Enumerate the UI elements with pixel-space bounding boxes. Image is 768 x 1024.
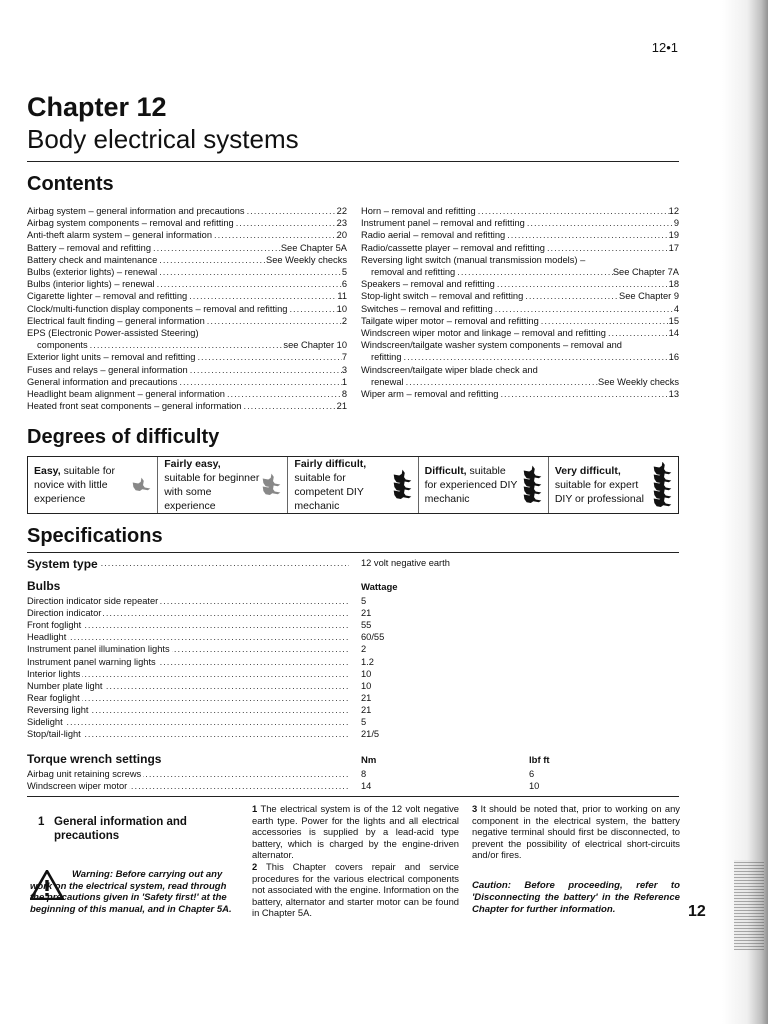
leader-dots xyxy=(205,315,342,327)
bulb-label: Number plate light xyxy=(27,680,103,691)
leader-dots xyxy=(287,303,336,315)
leader-dots xyxy=(455,266,613,278)
paragraph-1: The electrical system is of the 12 volt negative earth type. Power for the lights and all electrical accessories is supplied by a lead-acid type battery, which is charged by the engine-driven alternator. xyxy=(252,803,459,861)
contents-entry-page: 15 xyxy=(668,315,679,326)
contents-entry-label: Radio/cassette player – removal and refitting xyxy=(361,242,545,253)
bulb-row xyxy=(27,669,679,681)
contents-entry-label: Speakers – removal and refitting xyxy=(361,279,495,290)
difficulty-legend xyxy=(27,456,679,514)
difficulty-level-text: suitable for expert DIY or professional xyxy=(554,479,644,505)
contents-entry-label: Instrument panel – removal and refitting xyxy=(361,218,525,229)
spanner-icon xyxy=(131,476,150,496)
contents-entry-page: 1 xyxy=(341,376,347,387)
contents-heading: Contents xyxy=(27,173,114,195)
leader-dots xyxy=(476,205,669,217)
nm-column-header: Nm xyxy=(361,755,377,766)
difficulty-level xyxy=(28,457,158,513)
leader-dots xyxy=(155,278,342,290)
bulb-row xyxy=(27,657,679,669)
contents-entry-label: Windscreen/tailgate wiper blade check and xyxy=(361,364,538,375)
leader-dots xyxy=(606,327,669,339)
contents-entry-label: Windscreen/tailgate washer system components – removal and xyxy=(361,340,622,351)
bulb-label: Instrument panel warning lights xyxy=(27,656,156,667)
spanner-rating-icon xyxy=(650,462,674,508)
contents-entry xyxy=(27,303,347,315)
leader-dots xyxy=(212,229,337,241)
torque-row xyxy=(27,781,679,793)
contents-entry xyxy=(361,217,679,229)
torque-lbfft: 6 xyxy=(529,769,535,779)
torque-label: Airbag unit retaining screws xyxy=(27,769,142,779)
difficulty-heading: Degrees of difficulty xyxy=(27,426,220,448)
leader-dots xyxy=(151,242,281,254)
contents-entry-label: Cigarette lighter – removal and refitting xyxy=(27,291,188,302)
contents-entry-label: Headlight beam alignment – general information xyxy=(27,389,225,400)
difficulty-level-name: Difficult, xyxy=(424,465,467,477)
bulb-row xyxy=(27,596,679,608)
contents-entry-page: 2 xyxy=(341,315,347,326)
contents-entry xyxy=(361,388,679,400)
bulb-wattage: 2 xyxy=(361,644,367,655)
bulb-wattage: 5 xyxy=(361,596,367,606)
contents-entry xyxy=(361,242,679,254)
contents-entry-label: Exterior light units – removal and refitting xyxy=(27,352,196,363)
contents-entry-page: See Weekly checks xyxy=(266,254,347,265)
contents-entry-page: See Chapter 5A xyxy=(280,242,347,253)
contents-entry-page: 3 xyxy=(341,364,347,375)
contents-entry xyxy=(27,400,347,412)
bulb-row xyxy=(27,705,679,717)
contents-entry-page: 5 xyxy=(341,267,347,278)
bulb-wattage: 10 xyxy=(361,680,372,691)
contents-entry-page: 21 xyxy=(336,401,347,412)
difficulty-level-text: suitable for experienced DIY mechanic xyxy=(424,465,518,505)
contents-entry-label: Clock/multi-function display components – removal and refitting xyxy=(27,303,288,314)
difficulty-level xyxy=(419,457,549,513)
contents-entry-label: renewal xyxy=(371,376,404,387)
bulb-label: Reversing light xyxy=(27,704,89,715)
contents-entry xyxy=(27,229,347,241)
contents-entry-label: Bulbs (interior lights) – renewal xyxy=(27,279,155,290)
section-title: General information and precautions xyxy=(54,816,187,842)
contents-entry-label: Electrical fault finding – general information xyxy=(27,315,205,326)
bulb-row xyxy=(27,693,679,705)
contents-entry xyxy=(27,217,347,229)
difficulty-description xyxy=(164,457,259,513)
bulb-row xyxy=(27,620,679,632)
bulb-label: Sidelight xyxy=(27,717,63,727)
difficulty-level-text: suitable for novice with little experience xyxy=(34,465,115,505)
paragraph-2: This Chapter covers repair and service procedures for the various electrical components not associated with the engine. Information on the battery, alternator and starter motor can be found in Chapter 5A. xyxy=(252,860,459,919)
bulb-label: Front foglight xyxy=(27,620,82,631)
contents-entry xyxy=(27,278,347,290)
leader-dots xyxy=(157,266,342,278)
contents-entry-page: 23 xyxy=(336,218,347,229)
contents-entry xyxy=(27,266,347,278)
section-1-column-2 xyxy=(252,803,459,919)
contents-entry-label: Heated front seat components – general information xyxy=(27,401,242,412)
contents-entry-page: 8 xyxy=(341,389,347,400)
contents-entry-label: EPS (Electronic Power-assisted Steering) xyxy=(27,328,199,339)
leader-dots xyxy=(525,217,674,229)
wattage-column-header: Wattage xyxy=(361,582,398,593)
leader-dots xyxy=(188,364,342,376)
contents-entry-page: see Chapter 10 xyxy=(283,340,347,351)
contents-entry-page: 9 xyxy=(673,218,679,229)
bulb-row xyxy=(27,717,679,729)
specifications-divider xyxy=(27,552,679,553)
warning-text: Warning: Before carrying out any work on the electrical system, read through the precautions given in 'Safety first!' at the beginning of this manual, and in Chapter 5A. xyxy=(30,869,232,915)
bulb-wattage: 21 xyxy=(361,692,372,703)
contents-entry xyxy=(361,364,679,376)
leader-dots xyxy=(27,632,349,642)
leader-dots xyxy=(234,217,337,229)
contents-entry xyxy=(27,364,347,376)
contents-entry-label: Windscreen wiper motor and linkage – removal and refitting xyxy=(361,328,606,339)
contents-entry xyxy=(361,205,679,217)
bulb-row xyxy=(27,608,679,620)
contents-entry xyxy=(27,290,347,302)
bulb-wattage: 10 xyxy=(361,668,372,679)
contents-entry-page: 10 xyxy=(336,303,347,314)
leader-dots xyxy=(545,242,669,254)
contents-entry xyxy=(27,242,347,254)
paragraph-number: 1 xyxy=(252,803,258,814)
contents-entry xyxy=(361,290,679,302)
contents-entry-label: components xyxy=(37,340,88,351)
section-number: 1 xyxy=(38,816,45,828)
bulb-row xyxy=(27,632,679,644)
system-type-label: System type xyxy=(27,557,98,571)
leader-dots xyxy=(177,376,341,388)
bulb-label: Direction indicator side repeater xyxy=(27,596,159,606)
bulb-row xyxy=(27,644,679,656)
leader-dots xyxy=(539,315,669,327)
contents-entry xyxy=(361,254,679,266)
difficulty-level xyxy=(549,457,678,513)
contents-entry-label: Horn – removal and refitting xyxy=(361,206,476,216)
chapter-subtitle: Body electrical systems xyxy=(27,124,299,154)
leader-dots xyxy=(225,388,342,400)
contents-list-right xyxy=(361,205,679,400)
contents-entry-label: Battery check and maintenance xyxy=(27,254,158,265)
contents-entry-label: Tailgate wiper motor – removal and refitting xyxy=(361,315,539,326)
contents-entry-label: Wiper arm – removal and refitting xyxy=(361,389,499,400)
contents-entry xyxy=(361,376,679,388)
contents-entry-page: 14 xyxy=(668,328,679,339)
bulb-label: Interior lights xyxy=(27,668,81,679)
contents-entry-label: General information and precautions xyxy=(27,376,178,387)
contents-entry xyxy=(361,266,679,278)
contents-entry-label: Airbag system – general information and precautions xyxy=(27,206,245,216)
lbfft-column-header: lbf ft xyxy=(529,755,550,766)
contents-entry-page: 13 xyxy=(668,389,679,400)
page-edge-marker xyxy=(734,860,764,950)
bulb-row xyxy=(27,681,679,693)
contents-entry-label: Fuses and relays – general information xyxy=(27,364,188,375)
contents-entry-page: 20 xyxy=(336,230,347,241)
torque-row xyxy=(27,769,679,781)
leader-dots xyxy=(505,229,668,241)
contents-entry-page: 11 xyxy=(337,291,347,302)
chapter-title: Chapter 12 xyxy=(27,92,167,122)
spanner-rating-icon xyxy=(259,462,283,508)
contents-entry-label: Stop-light switch – removal and refitting xyxy=(361,291,524,302)
bulb-row xyxy=(27,729,679,741)
contents-entry-page: 7 xyxy=(341,352,347,363)
contents-entry xyxy=(361,278,679,290)
bulb-label: Stop/tail-light xyxy=(27,729,81,740)
leader-dots xyxy=(495,278,669,290)
contents-entry xyxy=(27,339,347,351)
bulb-wattage: 21 xyxy=(361,608,372,619)
bulb-wattage: 60/55 xyxy=(361,632,385,643)
paragraph-3: It should be noted that, prior to working on any component in the electrical system, the battery negative terminal should first be disconnected, to prevent the possibility of electrical short-circuits and/or fires. xyxy=(472,803,680,861)
difficulty-description xyxy=(294,457,389,513)
chapter-tab: 12 xyxy=(688,903,706,920)
bulb-wattage: 1.2 xyxy=(361,656,374,667)
contents-entry-label: Airbag system components – removal and refitting xyxy=(27,218,234,229)
bulbs-heading: Bulbs xyxy=(27,579,61,593)
contents-entry xyxy=(361,229,679,241)
spanner-rating-icon xyxy=(520,462,544,508)
difficulty-level xyxy=(288,457,418,513)
contents-entry xyxy=(361,315,679,327)
bulb-label: Instrument panel illumination lights xyxy=(27,644,170,655)
leader-dots xyxy=(241,400,336,412)
contents-entry xyxy=(27,376,347,388)
system-type-value: 12 volt negative earth xyxy=(361,558,450,568)
difficulty-level-name: Very difficult, xyxy=(554,465,621,477)
contents-entry-label: refitting xyxy=(371,352,402,363)
difficulty-level-name: Fairly easy, xyxy=(164,458,221,470)
contents-entry-label: Switches – removal and refitting xyxy=(361,303,493,314)
contents-entry-page: 22 xyxy=(336,206,347,216)
contents-entry xyxy=(361,339,679,351)
contents-entry xyxy=(27,315,347,327)
torque-nm: 14 xyxy=(361,781,372,792)
contents-entry xyxy=(27,388,347,400)
title-divider xyxy=(27,161,679,162)
leader-dots xyxy=(97,558,349,568)
section-1-heading xyxy=(38,815,238,843)
paragraph-number: 3 xyxy=(472,803,478,814)
bulb-label: Rear foglight xyxy=(27,692,80,703)
difficulty-level xyxy=(158,457,288,513)
contents-entry-page: 18 xyxy=(668,279,679,290)
caution-text: Caution: Before proceeding, refer to 'Disconnecting the battery' in the Reference Chapter for further information. xyxy=(472,880,680,915)
leader-dots xyxy=(27,717,349,727)
section-1-column-3 xyxy=(472,803,680,861)
leader-dots xyxy=(498,388,668,400)
system-type-row xyxy=(27,558,679,570)
difficulty-level-text: suitable for beginner with some experience xyxy=(164,472,260,512)
bulb-wattage: 21/5 xyxy=(361,729,380,740)
torque-nm: 8 xyxy=(361,769,367,779)
difficulty-level-text: suitable for competent DIY mechanic xyxy=(294,472,364,512)
contents-entry xyxy=(27,254,347,266)
contents-entry-page: 17 xyxy=(668,242,679,253)
bulb-wattage: 21 xyxy=(361,704,372,715)
difficulty-level-name: Fairly difficult, xyxy=(294,458,367,470)
bulb-label: Direction indicator xyxy=(27,608,102,619)
bulb-label: Headlight xyxy=(27,632,67,643)
leader-dots xyxy=(88,339,284,351)
contents-entry xyxy=(361,351,679,363)
torque-heading: Torque wrench settings xyxy=(27,752,162,766)
leader-dots xyxy=(493,303,674,315)
difficulty-level-name: Easy, xyxy=(34,465,61,477)
bulb-wattage: 5 xyxy=(361,717,367,727)
contents-entry-page: 16 xyxy=(668,352,679,363)
difficulty-description xyxy=(425,464,520,506)
page-number: 12•1 xyxy=(651,40,678,55)
contents-entry xyxy=(361,327,679,339)
contents-entry-label: Radio aerial – removal and refitting xyxy=(361,230,506,241)
contents-entry-page: See Chapter 9 xyxy=(619,291,679,302)
contents-entry-label: Battery – removal and refitting xyxy=(27,242,152,253)
leader-dots xyxy=(404,376,598,388)
contents-entry-label: Bulbs (exterior lights) – renewal xyxy=(27,267,158,278)
spanner-rating-icon xyxy=(129,462,153,508)
spanner-rating-icon xyxy=(390,462,414,508)
specifications-heading: Specifications xyxy=(27,525,163,547)
contents-entry-label: Anti-theft alarm system – general information xyxy=(27,230,212,241)
contents-entry xyxy=(27,205,347,217)
leader-dots xyxy=(245,205,337,217)
contents-entry-page: 12 xyxy=(668,206,679,216)
contents-entry-page: 4 xyxy=(673,303,679,314)
leader-dots xyxy=(157,254,266,266)
contents-entry-page: See Weekly checks xyxy=(598,376,679,387)
contents-entry-label: Reversing light switch (manual transmission models) – xyxy=(361,254,586,265)
leader-dots xyxy=(523,290,619,302)
torque-label: Windscreen wiper motor xyxy=(27,781,128,792)
specifications-end-divider xyxy=(27,796,679,797)
contents-entry-page: See Chapter 7A xyxy=(612,267,679,278)
leader-dots xyxy=(195,351,341,363)
leader-dots xyxy=(187,290,337,302)
difficulty-description xyxy=(555,464,650,506)
contents-list-left xyxy=(27,205,347,412)
contents-entry xyxy=(27,351,347,363)
contents-entry-page: 6 xyxy=(341,279,347,290)
bulb-wattage: 55 xyxy=(361,620,372,631)
contents-entry xyxy=(361,303,679,315)
torque-lbfft: 10 xyxy=(529,781,540,792)
difficulty-description xyxy=(34,464,129,506)
contents-entry-page: 19 xyxy=(668,230,679,241)
contents-entry-label: removal and refitting xyxy=(371,267,456,278)
paragraph-number: 2 xyxy=(252,860,258,872)
leader-dots xyxy=(402,351,669,363)
contents-entry xyxy=(27,327,347,339)
